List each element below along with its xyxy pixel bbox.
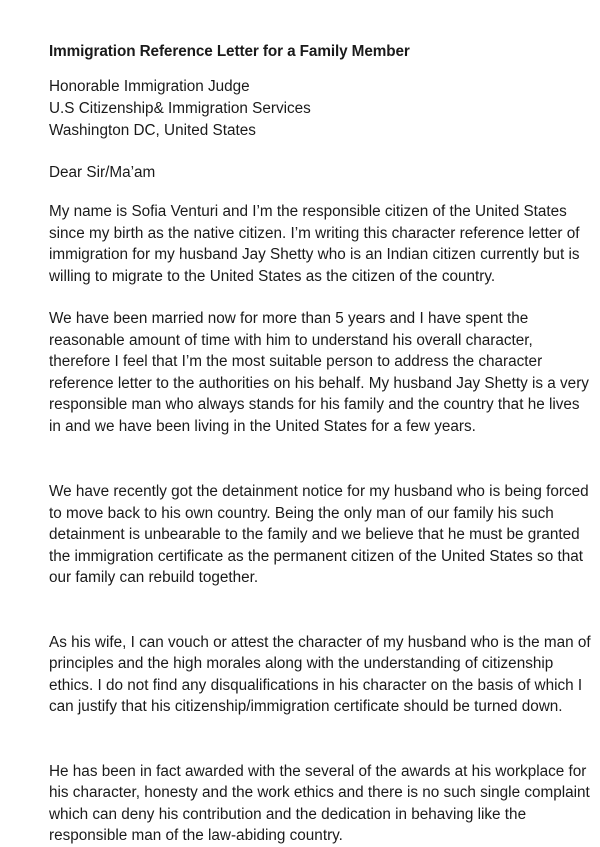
- recipient-address: [49, 76, 569, 142]
- paragraph-line: the immigration certificate as the permanent citizen of the United States so that: [49, 547, 583, 565]
- body-paragraph: [49, 761, 590, 847]
- paragraph-line: therefore I feel that I’m the most suitable person to address the character: [49, 353, 543, 370]
- letter-title: Immigration Reference Letter for a Family Member: [49, 43, 410, 60]
- paragraph-line: responsible man of the law-abiding country.: [49, 827, 343, 844]
- paragraph-line: He has been in fact awarded with the several of the awards at his workplace for: [49, 762, 587, 780]
- paragraph-line: responsible man who always stands for his family and the country that he lives: [49, 396, 580, 413]
- body-paragraph: [49, 201, 580, 287]
- paragraph-line: which can deny his contribution and the dedication in behaving like the: [49, 805, 527, 823]
- salutation: Dear Sir/Ma’am: [49, 164, 156, 181]
- paragraph-line: principles and the high morales along with the understanding of citizenship: [49, 655, 554, 672]
- paragraph-line: immigration for my husband Jay Shetty who is an Indian citizen currently but is: [49, 246, 580, 263]
- body-paragraph: [49, 308, 589, 437]
- paragraph-line: to move back to his own country. Being the only man of our family his such: [49, 504, 554, 522]
- address-line: U.S Citizenship& Immigration Services: [49, 100, 311, 117]
- paragraph-line: our family can rebuild together.: [49, 569, 259, 586]
- address-line: Honorable Immigration Judge: [49, 78, 250, 95]
- paragraph-line: can justify that his citizenship/immigration certificate should be turned down.: [49, 698, 563, 715]
- body-paragraph: [49, 632, 591, 718]
- paragraph-line: willing to migrate to the United States as the citizen of the country.: [49, 267, 496, 285]
- address-line: Washington DC, United States: [49, 122, 256, 139]
- paragraph-line: As his wife, I can vouch or attest the character of my husband who is the man of: [49, 633, 591, 651]
- body-paragraph: [49, 481, 589, 589]
- paragraph-line: reasonable amount of time with him to understand his overall character,: [49, 331, 533, 349]
- paragraph-line: ethics. I do not find any disqualifications in his character on the basis of which I: [49, 676, 583, 694]
- paragraph-line: We have been married now for more than 5 years and I have spent the: [49, 310, 529, 327]
- paragraph-line: reference letter to the authorities on his behalf. My husband Jay Shetty is a very: [49, 374, 589, 392]
- paragraph-line: in and we have been living in the United States for a few years.: [49, 417, 476, 435]
- letter-content: [49, 42, 591, 847]
- paragraph-line: his character, honesty and the work ethics and there is no such single complaint: [49, 784, 590, 801]
- paragraph-line: My name is Sofia Venturi and I’m the responsible citizen of the United States: [49, 203, 567, 220]
- paragraph-line: since my birth as the native citizen. I’m writing this character reference letter of: [49, 224, 580, 242]
- paragraph-line: We have recently got the detainment notice for my husband who is being forced: [49, 483, 589, 500]
- paragraph-line: detainment is unbearable to the family and we believe that he must be granted: [49, 526, 580, 543]
